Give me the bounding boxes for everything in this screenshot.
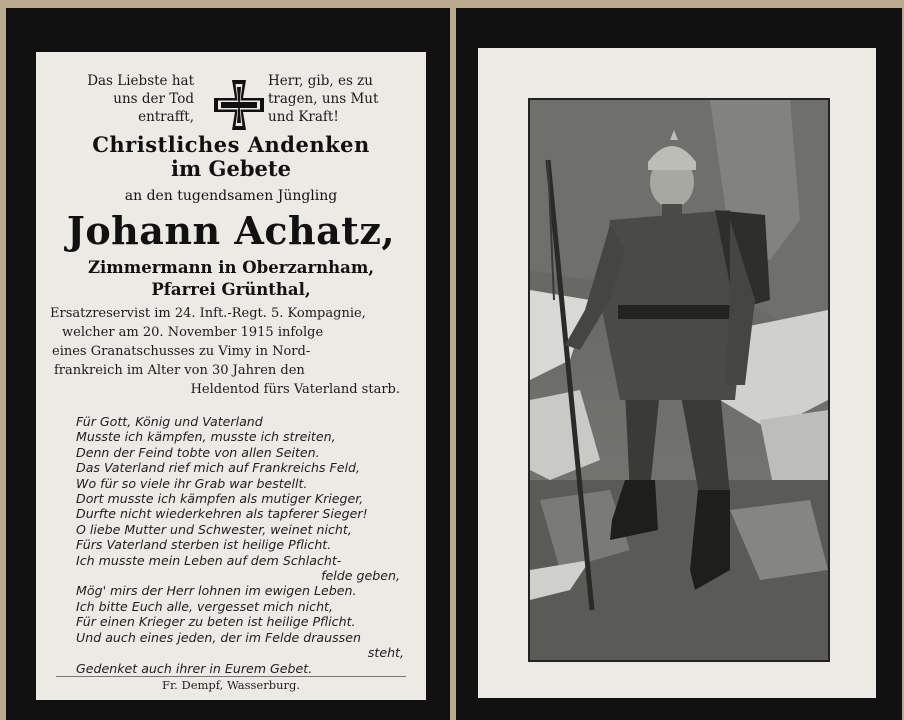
bio-line: frankreich im Alter von 30 Jahren den [54,363,305,378]
motto-right [268,72,408,126]
motto-right-line: Herr, gib, es zu [268,73,373,89]
divider [56,676,406,677]
poem-line: steht, [367,645,404,661]
poem-line: Musste ich kämpfen, musste ich streiten, [76,429,336,445]
poem-line: Fürs Vaterland sterben ist heilige Pflicht. [76,537,332,553]
bio-line: eines Granatschusses zu Vimy in Nord- [52,344,311,359]
poem-line: Gedenket auch ihrer in Eurem Gebet. [76,660,313,676]
poem-line: Ich musste mein Leben auf dem Schlacht- [76,552,342,568]
poem-line: Denn der Feind tobte von allen Seiten. [76,444,320,460]
memorial-card-right [456,8,902,720]
iron-cross-icon [212,78,266,132]
poem-line: Und auch eines jeden, der im Felde draussen [76,629,361,645]
poem-line: felde geben, [321,568,400,584]
left-paper [36,52,426,700]
biography [50,304,412,399]
motto-left [54,72,194,126]
dedication: an den tugendsamen Jüngling [124,188,338,204]
parish: Pfarrei Grünthal, [151,280,311,299]
poem-line: Wo für so viele ihr Grab war bestellt. [76,475,308,491]
motto-left-line: uns der Tod [113,91,194,107]
header-row [36,64,426,136]
poem-line: Für Gott, König und Vaterland [76,414,263,429]
bio-line: Ersatzreservist im 24. Inft.-Regt. 5. Kompagnie, [50,306,366,321]
title-line-2: im Gebete [171,156,291,181]
soldier-photo [528,98,830,662]
poem-line: Mög' mirs der Herr lohnen im ewigen Leben. [76,583,357,599]
bio-line: welcher am 20. November 1915 infolge [62,325,324,340]
motto-left-line: Das Liebste hat [87,73,194,89]
printer-credit: Fr. Dempf, Wasserburg. [161,678,301,692]
deceased-name: Johann Achatz, [66,208,396,253]
poem-line: Für einen Krieger zu beten ist heilige Pflicht. [76,614,356,630]
poem-line: Ich bitte Euch alle, vergesset mich nicht, [76,598,333,614]
motto-left-line: entrafft, [138,109,194,125]
bio-line: Heldentod fürs Vaterland starb. [190,382,400,397]
poem-line: Das Vaterland rief mich auf Frankreichs Feld, [76,460,361,476]
occupation: Zimmermann in Oberzarnham, [87,258,375,277]
memorial-card-left [6,8,450,720]
motto-right-line: tragen, uns Mut [268,91,379,107]
soldier-portrait-icon [530,100,828,660]
poem-line: O liebe Mutter und Schwester, weinet nicht, [76,521,352,537]
poem-line: Durfte nicht wiederkehren als tapferer Sieger! [76,506,368,522]
right-paper [478,48,876,698]
poem [76,414,406,676]
motto-right-line: und Kraft! [268,109,339,125]
poem-line: Dort musste ich kämpfen als mutiger Krieger, [76,491,364,507]
title-line-1: Christliches Andenken [92,132,370,157]
